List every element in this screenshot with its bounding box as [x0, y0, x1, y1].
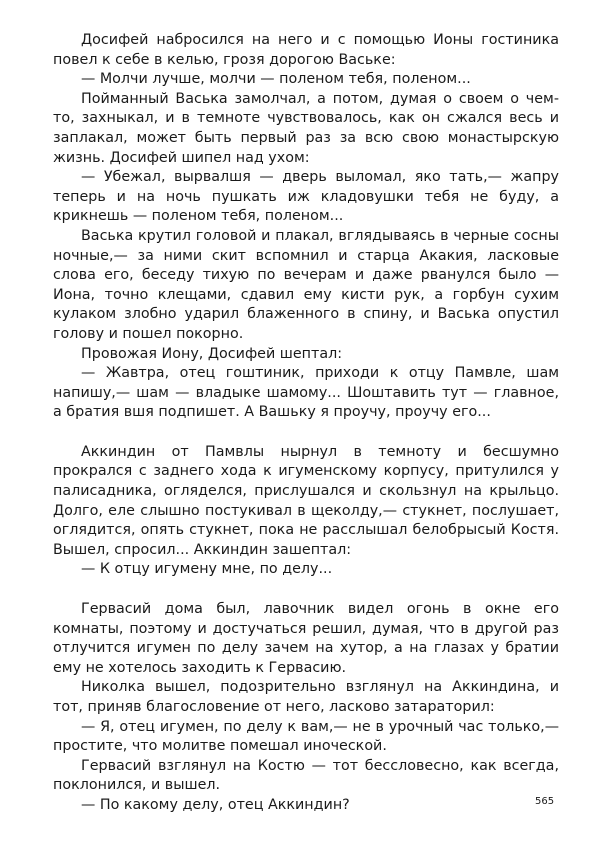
paragraph: Гервасий дома был, лавочник видел огонь в окне его комнаты, поэтому и достучаться решил, думая, что в другой раз отлучится игумен по делу зачем на хутор, а на глазах у братии ему не хотелось заходить к Гервасию. [53, 601, 559, 676]
page-number: 565 [535, 796, 555, 807]
paragraph: Николка вышел, подозрительно взглянул на Аккиндина, и тот, приняв благословение от него, ласково затараторил: [53, 679, 559, 715]
paragraph: — По какому делу, отец Аккиндин? [81, 796, 350, 813]
paragraph: Досифей набросился на него и с помощью Ионы гостиника повел к себе в келью, грозя дорогою Ваське: [53, 32, 559, 68]
paragraph: Васька крутил головой и плакал, вглядываясь в черные сосны ночные,— за ними скит вспомнил и старца Акакия, ласковые слова его, беседу тихую по вечерам и даже рванулся было — Иона, точно клещами, сдавил ему кисти рук, а горбун сухим кулаком злобно ударил блаженного в спину, и Васька опустил голову и пошел покорно. [53, 227, 559, 342]
paragraph: — Убежал, вырвалшя — дверь выломал, яко тать,— жапру теперь и на ночь пушкать иж кладовушки тебя не буду, а крикнешь — поленом тебя, поленом... [53, 169, 559, 225]
paragraph: — Жавтра, отец гоштиник, приходи к отцу Памвле, шам напишу,— шам — владыке шамому... Шоштавить тут — главное, а братия вшя подпишет. А Вашьку я проучу, проучу его... [53, 365, 559, 421]
paragraph: — Я, отец игумен, по делу к вам,— не в урочный час только,— простите, что молитве помешал иноческой. [53, 718, 559, 755]
page-text [53, 31, 559, 816]
section-gap [53, 580, 559, 600]
paragraph: Аккиндин от Памвлы нырнул в темноту и бесшумно прокрался с заднего хода к игуменскому корпусу, притулился у палисадника, огляделся, прислушался и скользнул на крыльцо. Долго, еле слышно постукивал в щеколду,— стукнет, послушает, оглядится, опять стукнет, пока не расслышал белобрысый Костя. Вышел, спросил... Аккиндин зашептал: [53, 443, 559, 558]
paragraph: Гервасий взглянул на Костю — тот бессловесно, как всегда, поклонился, и вышел. [53, 757, 559, 794]
paragraph: — Молчи лучше, молчи — поленом тебя, поленом... [81, 71, 471, 88]
paragraph: Провожая Иону, Досифей шептал: [81, 345, 343, 362]
section-gap [53, 423, 559, 443]
paragraph: Пойманный Васька замолчал, а потом, думая о своем о чем-то, захныкал, и в темноте чувствовалось, как он сжался весь и заплакал, может быть первый раз за всю свою монастырскую жизнь. Досифей шипел над ухом: [53, 90, 559, 166]
paragraph: — К отцу игумену мне, по делу... [81, 561, 333, 578]
